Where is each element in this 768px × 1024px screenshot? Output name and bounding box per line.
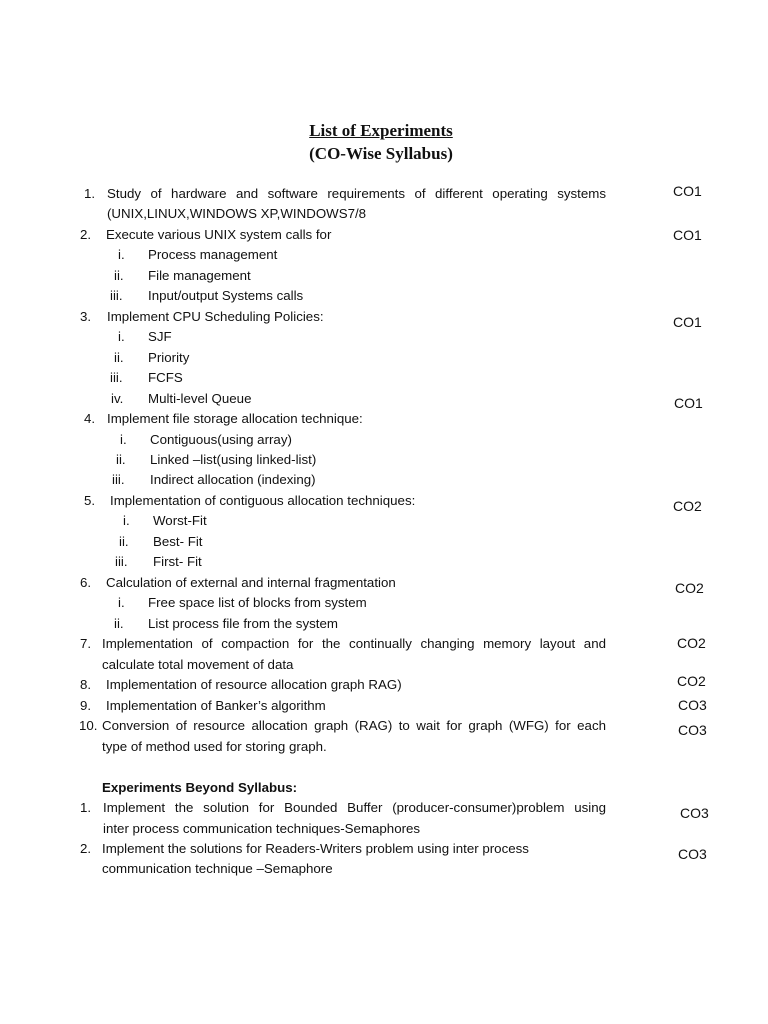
subitem-text: Free space list of blocks from system	[148, 595, 367, 610]
co-label: CO1	[673, 183, 702, 199]
subitem-number: iii.	[110, 288, 123, 303]
subitem-text: Indirect allocation (indexing)	[150, 472, 316, 487]
co-label: CO1	[673, 227, 702, 243]
item-text: Study of hardware and software requirements of different operating systems	[107, 186, 606, 201]
section-heading: Experiments Beyond Syllabus:	[102, 780, 298, 795]
item-number: 8.	[80, 677, 92, 692]
subitem-number: ii.	[114, 268, 124, 283]
subitem-number: ii.	[119, 534, 129, 549]
subitem-number: i.	[118, 595, 125, 610]
item-text: Implementation of contiguous allocation techniques:	[110, 493, 416, 508]
item-number: 4.	[84, 411, 96, 426]
item-text: Implement CPU Scheduling Policies:	[107, 309, 324, 324]
item-text: (UNIX,LINUX,WINDOWS XP,WINDOWS7/8	[107, 206, 367, 221]
co-label: CO2	[675, 580, 704, 596]
subitem-number: i.	[118, 247, 125, 262]
co-label: CO3	[678, 846, 707, 862]
subitem-text: Worst-Fit	[153, 513, 207, 528]
item-text: type of method used for storing graph.	[102, 739, 327, 754]
item-number: 7.	[80, 636, 92, 651]
subitem-number: ii.	[116, 452, 126, 467]
item-text: Implement the solutions for Readers-Writers problem using inter process	[102, 841, 529, 856]
item-number: 9.	[80, 698, 92, 713]
item-number: 2.	[80, 841, 92, 856]
item-text: Implementation of resource allocation graph RAG)	[106, 677, 402, 692]
item-text: Implementation of compaction for the continually changing memory layout and	[102, 636, 606, 651]
item-text: Calculation of external and internal fragmentation	[106, 575, 396, 590]
subitem-text: File management	[148, 268, 251, 283]
item-number: 1.	[80, 800, 92, 815]
item-text: Execute various UNIX system calls for	[106, 227, 332, 242]
subitem-number: iii.	[110, 370, 123, 385]
subitem-text: Priority	[148, 350, 190, 365]
item-text: communication technique –Semaphore	[102, 861, 333, 876]
co-label: CO3	[678, 697, 707, 713]
subitem-text: Multi-level Queue	[148, 391, 252, 406]
subitem-text: Contiguous(using array)	[150, 432, 292, 447]
item-number: 2.	[80, 227, 92, 242]
subitem-text: SJF	[148, 329, 172, 344]
subitem-text: List process file from the system	[148, 616, 338, 631]
item-text: Implement file storage allocation technique:	[107, 411, 363, 426]
co-label: CO2	[677, 635, 706, 651]
item-number: 10.	[79, 718, 98, 733]
co-label: CO1	[673, 314, 702, 330]
subitem-number: ii.	[114, 616, 124, 631]
subitem-number: i.	[123, 513, 130, 528]
item-number: 5.	[84, 493, 96, 508]
co-label: CO3	[678, 722, 707, 738]
subitem-text: Best- Fit	[153, 534, 203, 549]
page-subtitle: (CO-Wise Syllabus)	[309, 144, 453, 163]
subitem-text: Linked –list(using linked-list)	[150, 452, 317, 467]
item-text: inter process communication techniques-Semaphores	[103, 821, 421, 836]
page-title: List of Experiments	[309, 121, 453, 140]
item-number: 3.	[80, 309, 92, 324]
subitem-text: Process management	[148, 247, 278, 262]
item-text: Implement the solution for Bounded Buffer (producer-consumer)problem using	[103, 800, 606, 815]
subitem-number: iii.	[112, 472, 125, 487]
subitem-number: iii.	[115, 554, 128, 569]
co-label: CO2	[677, 673, 706, 689]
subitem-text: Input/output Systems calls	[148, 288, 304, 303]
subitem-text: FCFS	[148, 370, 183, 385]
item-text: Conversion of resource allocation graph (RAG) to wait for graph (WFG) for each	[102, 718, 606, 733]
subitem-number: ii.	[114, 350, 124, 365]
item-number: 1.	[84, 186, 96, 201]
subitem-number: iv.	[111, 391, 124, 406]
item-number: 6.	[80, 575, 92, 590]
item-text: calculate total movement of data	[102, 657, 294, 672]
subitem-text: First- Fit	[153, 554, 202, 569]
subitem-number: i.	[118, 329, 125, 344]
co-label: CO1	[674, 395, 703, 411]
co-label: CO3	[680, 805, 709, 821]
co-label: CO2	[673, 498, 702, 514]
subitem-number: i.	[120, 432, 127, 447]
item-text: Implementation of Banker’s algorithm	[106, 698, 326, 713]
